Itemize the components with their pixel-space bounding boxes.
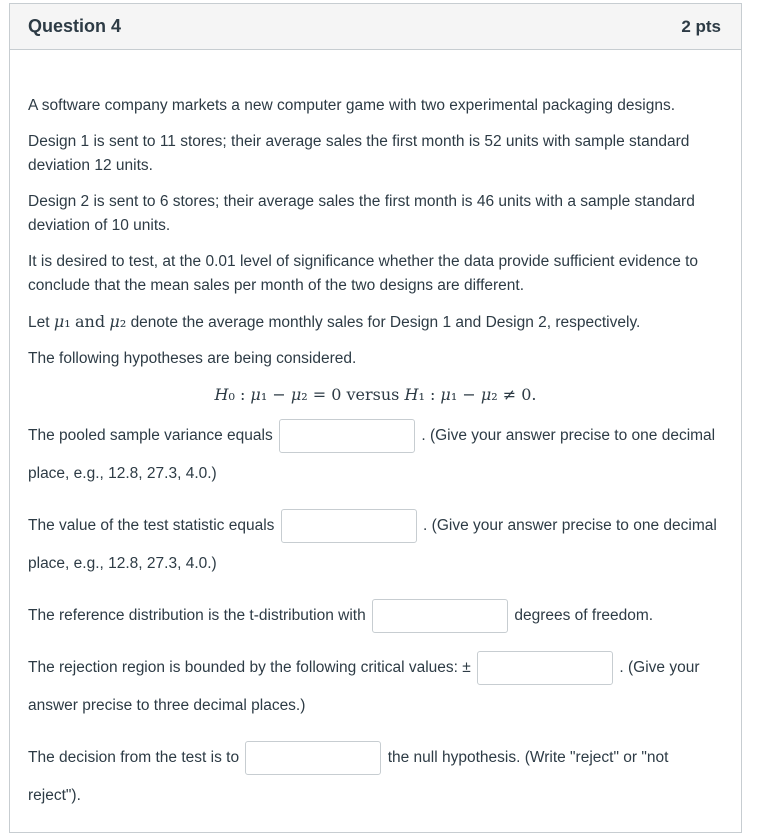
design1-text: Design 1 is sent to 11 stores; their average sales the first month is 52 units with sample standard deviation 12 units. [28, 133, 690, 174]
question-body [10, 50, 741, 815]
pooled-variance-input[interactable] [279, 419, 415, 453]
question-title: Question 4 [28, 16, 122, 36]
question-points: 2 pts [681, 16, 721, 36]
critical-value-input[interactable] [477, 651, 613, 685]
test-statistic-input[interactable] [281, 509, 417, 543]
intro-text: A software company markets a new computer game with two experimental packaging designs. [28, 97, 676, 114]
let-prefix: Let [28, 314, 50, 331]
design2-text: Design 2 is sent to 6 stores; their average sales the first month is 46 units with a sample standard deviation of 10 units. [28, 193, 695, 234]
question-pooled-variance [28, 417, 723, 493]
degrees-of-freedom-input[interactable] [372, 599, 508, 633]
q3-before: The reference distribution is the t-distribution with [28, 607, 366, 624]
question-card [9, 3, 742, 833]
question-critical-values [28, 649, 723, 725]
q2-before: The value of the test statistic equals [28, 517, 275, 534]
q4-before: The rejection region is bounded by the following critical values: ± [28, 659, 471, 676]
mu1-symbol: μ₁ [53, 312, 71, 331]
hypotheses-intro: The following hypotheses are being considered. [28, 350, 357, 367]
question-header [10, 4, 741, 50]
let-statement [28, 310, 723, 335]
q5-before: The decision from the test is to [28, 749, 240, 766]
let-and: and [75, 312, 106, 331]
q1-before: The pooled sample variance equals [28, 427, 273, 444]
hypotheses-equation: H₀ : μ₁ − μ₂ = 0 versus H₁ : μ₁ − μ₂ ≠ 0. [214, 385, 537, 404]
question-test-statistic [28, 507, 723, 583]
mu2-symbol: μ₂ [109, 312, 127, 331]
test-description: It is desired to test, at the 0.01 level of significance whether the data provide sufficient evidence to conclude that the mean sales per month of the two designs are different. [28, 253, 699, 294]
q3-after: degrees of freedom. [514, 607, 654, 624]
question-degrees-of-freedom [28, 597, 723, 635]
q4-after: . (Give your answer precise to three decimal places.) [28, 659, 700, 714]
decision-input[interactable] [245, 741, 381, 775]
question-decision [28, 739, 723, 815]
let-suffix: denote the average monthly sales for Design 1 and Design 2, respectively. [130, 314, 641, 331]
versus-word: versus [346, 385, 400, 404]
q2-after: . (Give your answer precise to one decimal place, e.g., 12.8, 27.3, 4.0.) [28, 517, 717, 572]
q5-after: the null hypothesis. (Write "reject" or "not reject"). [28, 749, 669, 804]
q1-after: . (Give your answer precise to one decimal place, e.g., 12.8, 27.3, 4.0.) [28, 427, 716, 482]
